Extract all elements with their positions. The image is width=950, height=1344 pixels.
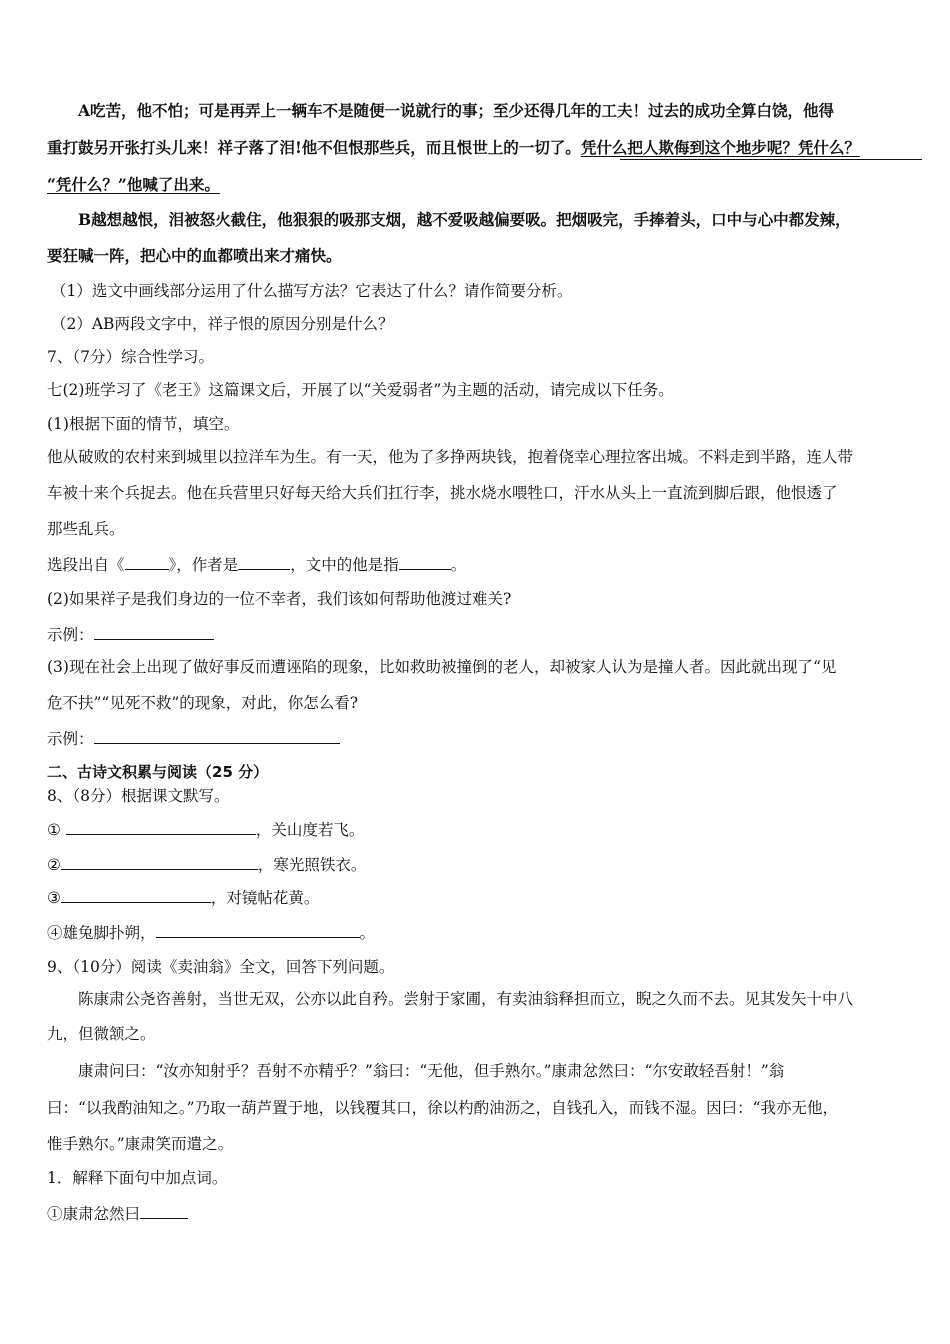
q7-fill-line bbox=[47, 553, 466, 576]
author-blank[interactable] bbox=[238, 553, 290, 570]
underlined-sentence-2: “凭什么？”他喊了出来。 bbox=[47, 175, 220, 194]
q9-para-2-line-3: 惟手熟尔。”康肃笑而遣之。 bbox=[47, 1135, 234, 1153]
example-answer-blank-1[interactable] bbox=[94, 623, 214, 640]
q9-para-1-line-1: 陈康肃公尧咨善射，当世无双，公亦以此自矜。尝射于家圃，有卖油翁释担而立，睨之久而不去。见其发矢十中八 bbox=[78, 990, 854, 1008]
q7-plot-line-1: 他从破败的农村来到城里以拉洋车为生。有一天，他为了多挣两块钱，抱着侥幸心理拉客出城。不料走到半路，连人带 bbox=[47, 448, 854, 466]
q9-heading: 9、（10分）阅读《卖油翁》全文，回答下列问题。 bbox=[47, 958, 395, 976]
q7-task3-line-2: 危不扶”“见死不救”的现象，对此，你怎么看? bbox=[47, 694, 359, 712]
q8-line-3 bbox=[47, 886, 319, 909]
q8-blank-3[interactable] bbox=[61, 886, 211, 903]
passage-a-line-2 bbox=[47, 137, 860, 159]
q6-sub1: （1）选文中画线部分运用了什么描写方法？它表达了什么？请作简要分析。 bbox=[51, 282, 573, 300]
q8-num-1: ① bbox=[47, 821, 61, 839]
q8-line-1 bbox=[47, 818, 364, 841]
q8-blank-1[interactable] bbox=[66, 818, 256, 835]
q8-text-3: ，对镜帖花黄。 bbox=[210, 889, 320, 907]
fill-text-d: 。 bbox=[450, 556, 467, 574]
q8-text-4a: ④雄兔脚扑朔， bbox=[47, 924, 156, 942]
q7-example-1 bbox=[47, 623, 214, 646]
q8-blank-4[interactable] bbox=[156, 921, 360, 938]
q8-line-4 bbox=[47, 921, 375, 944]
q9-item-1-text: ①康肃忿然曰 bbox=[47, 1205, 141, 1223]
passage-a-line-3 bbox=[47, 174, 220, 196]
fill-text-a: 选段出自《 bbox=[47, 556, 125, 574]
q7-task1: (1)根据下面的情节，填空。 bbox=[47, 415, 240, 433]
q7-task2: (2)如果祥子是我们身边的一位不幸者，我们该如何帮助他渡过难关? bbox=[47, 590, 512, 608]
q9-para-1-line-2: 九，但微颔之。 bbox=[47, 1025, 156, 1043]
q9-item-1 bbox=[47, 1202, 188, 1225]
q6-sub2: （2）AB两段文字中，祥子恨的原因分别是什么？ bbox=[51, 315, 394, 333]
q7-task3-line-1: (3)现在社会上出现了做好事反而遭诬陷的现象，比如救助被撞倒的老人，却被家人认为是撞人者。因此就出现了“见 bbox=[47, 658, 837, 676]
q7-example-2 bbox=[47, 727, 340, 750]
passage-a-plain: 重打鼓另开张打头儿来！祥子落了泪!他不但恨那些兵，而且恨世上的一切了。 bbox=[47, 138, 581, 157]
passage-a-line-1: A吃苦，他不怕；可是再弄上一辆车不是随便一说就行的事；至少还得几年的工夫！过去的成功全算白饶，他得 bbox=[78, 101, 835, 120]
example-label-2: 示例： bbox=[47, 730, 94, 748]
passage-b-line-2: 要狂喊一阵，把心中的血都喷出来才痛快。 bbox=[47, 246, 342, 265]
underlined-sentence-1: 凭什么把人欺侮到这个地步呢？凭什么？ bbox=[580, 138, 860, 157]
section-2-title: 二、古诗文积累与阅读（25 分） bbox=[47, 763, 269, 781]
passage-b-line-1: B越想越恨，泪被怒火截住，他狠狠的吸那支烟，越不爱吸越偏要吸。把烟吸完，手捧着头，口中与心中都发辣， bbox=[78, 210, 851, 229]
book-title-blank[interactable] bbox=[125, 553, 169, 570]
example-label: 示例： bbox=[47, 626, 94, 644]
underline-extension bbox=[620, 159, 922, 160]
q9-para-2-line-2: 曰：“以我酌油知之。”乃取一葫芦置于地，以钱覆其口，徐以杓酌油沥之，自钱孔入，而钱不湿。因曰：“我亦无他， bbox=[47, 1099, 839, 1117]
q7-plot-line-3: 那些乱兵。 bbox=[47, 520, 125, 538]
q8-heading: 8、（8分）根据课文默写。 bbox=[47, 787, 230, 805]
q8-text-2: ，寒光照铁衣。 bbox=[257, 856, 367, 874]
q8-text-4b: 。 bbox=[359, 924, 376, 942]
q7-intro: 七(2)班学习了《老王》这篇课文后，开展了以“关爱弱者”为主题的活动，请完成以下任务。 bbox=[47, 381, 674, 399]
q9-para-2-line-1: 康肃问曰：“汝亦知射乎？吾射不亦精乎？”翁曰：“无他，但手熟尔。”康肃忿然曰：“尔安敢轻吾射！”翁 bbox=[78, 1062, 785, 1080]
q8-line-2 bbox=[47, 853, 366, 876]
q8-blank-2[interactable] bbox=[61, 853, 258, 870]
q7-plot-line-2: 车被十来个兵捉去。他在兵营里只好每天给大兵们扛行李，挑水烧水喂牲口，汗水从头上一直流到脚后跟，他恨透了 bbox=[47, 484, 838, 502]
character-blank[interactable] bbox=[399, 553, 451, 570]
q9-blank-1[interactable] bbox=[140, 1202, 188, 1219]
example-answer-blank-2[interactable] bbox=[94, 727, 340, 744]
q9-sub1: 1．解释下面句中加点词。 bbox=[47, 1169, 228, 1187]
q8-text-1: ，关山度若飞。 bbox=[255, 821, 365, 839]
q7-heading: 7、（7分）综合性学习。 bbox=[47, 348, 214, 366]
q8-num-2: ② bbox=[47, 856, 61, 874]
fill-text-c: ，文中的他是指 bbox=[290, 556, 399, 574]
q8-num-3: ③ bbox=[47, 889, 61, 907]
fill-text-b: 》，作者是 bbox=[168, 556, 239, 574]
